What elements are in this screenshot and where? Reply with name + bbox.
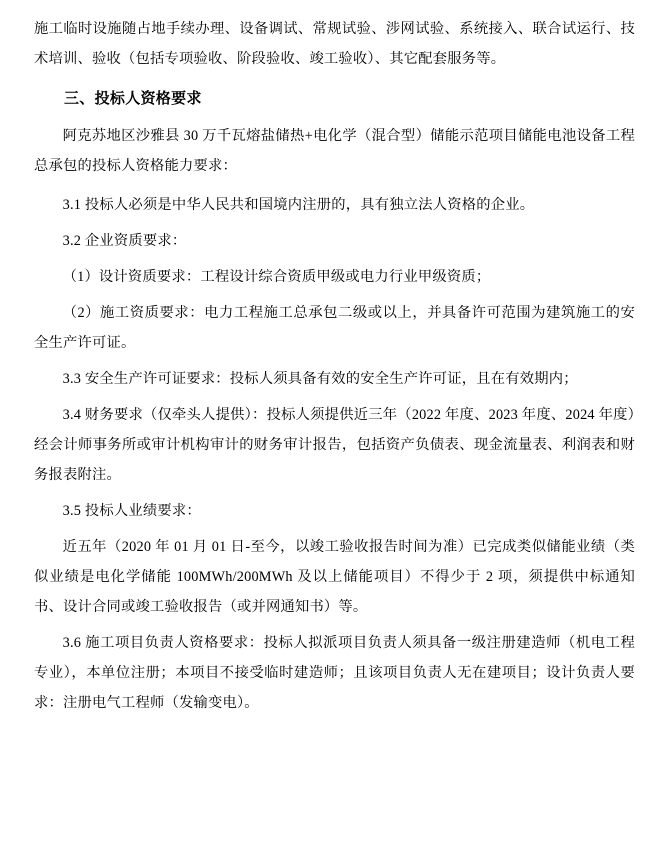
paragraph-3-1-registration: 3.1 投标人必须是中华人民共和国境内注册的，具有独立法人资格的企业。 <box>62 197 535 213</box>
paragraph-project-scope: 阿克苏地区沙雅县 30 万千瓦熔盐储热+电化学（混合型）储能示范项目储能电池设备工程总承包的投标人资格能力要求： <box>34 128 635 174</box>
paragraph-3-2-2-construction-qualification: （2）施工资质要求：电力工程施工总承包二级或以上，并具备许可范围为建筑施工的安全生产许可证。 <box>34 305 635 351</box>
spacer <box>34 74 635 83</box>
paragraph-3-5-performance-detail: 近五年（2020 年 01 月 01 日-至今，以竣工验收报告时间为准）已完成类似储能业绩（类似业绩是电化学储能 100MWh/200MWh 及以上储能项目）不得少于 2 项，须提供中标通知书、设计合同或竣工验收报告（或并网通知书）等。 <box>34 539 635 615</box>
paragraph-construction-services: 施工临时设施随占地手续办理、设备调试、常规试验、涉网试验、系统接入、联合试运行、技术培训、验收（包括专项验收、阶段验收、竣工验收）、其它配套服务等。 <box>34 21 635 67</box>
paragraph-3-3-safety-license: 3.3 安全生产许可证要求：投标人须具备有效的安全生产许可证，且在有效期内； <box>62 371 578 387</box>
section-heading-bidder-qualification: 三、投标人资格要求 <box>64 91 202 107</box>
paragraph-3-2-1-design-qualification: （1）设计资质要求：工程设计综合资质甲级或电力行业甲级资质； <box>62 269 491 285</box>
paragraph-3-2-enterprise-qualification: 3.2 企业资质要求： <box>62 233 187 249</box>
paragraph-3-6-project-manager-requirement: 3.6 施工项目负责人资格要求：投标人拟派项目负责人须具备一级注册建造师（机电工程专业），本单位注册；本项目不接受临时建造师；且该项目负责人无在建项目；设计负责人要求：注册电气工程师（发输变电）。 <box>34 635 635 711</box>
spacer <box>34 181 635 190</box>
paragraph-3-4-financial-requirement: 3.4 财务要求（仅牵头人提供）：投标人须提供近三年（2022 年度、2023 年度、2024 年度）经会计师事务所或审计机构审计的财务审计报告，包括资产负债表、现金流量表、利润表和财务报表附注。 <box>34 407 635 483</box>
paragraph-3-5-performance-requirement: 3.5 投标人业绩要求： <box>62 503 201 519</box>
